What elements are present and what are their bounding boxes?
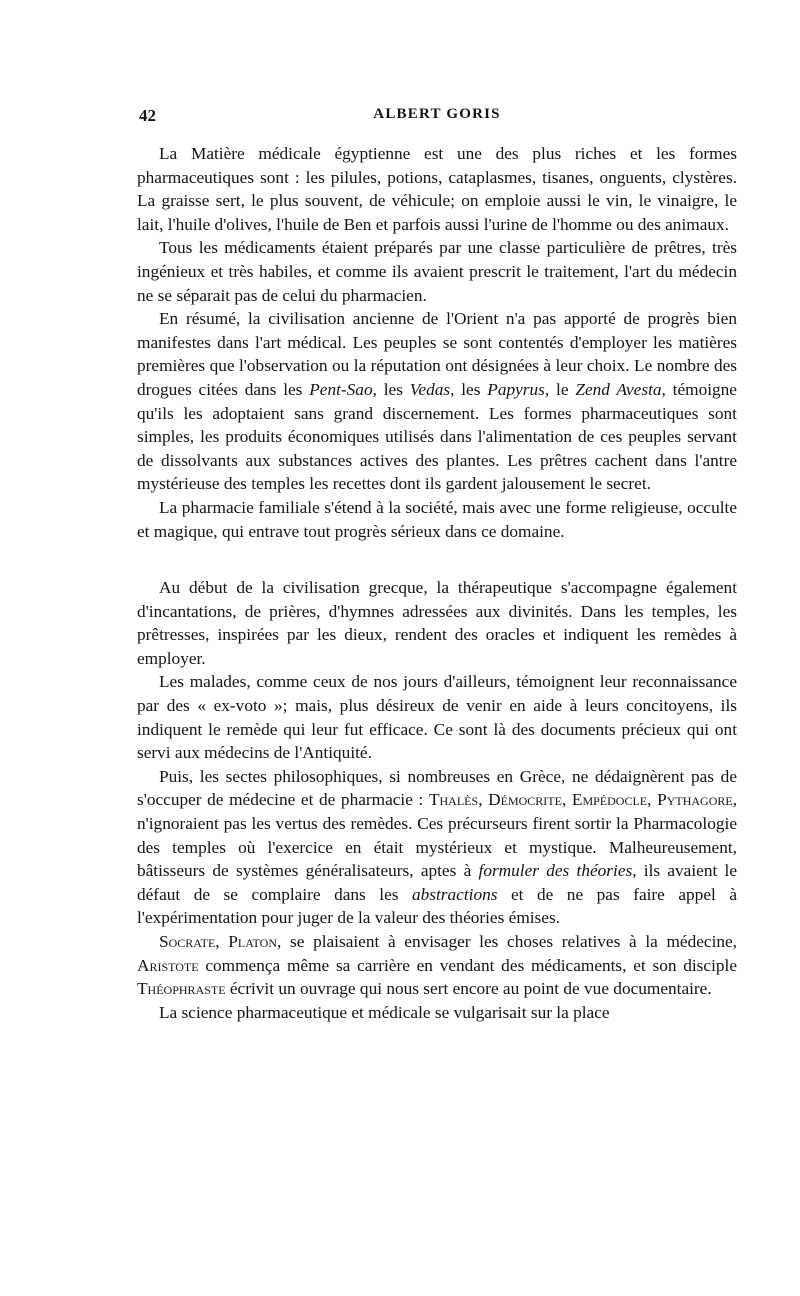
text-run: et de ne pas faire appel à l'expérimentation pour juger de la valeur des théories émises.: [137, 884, 737, 928]
name-democrite: Démocrite: [488, 790, 562, 810]
italic-term-pent-sao: Pent-Sao: [309, 379, 373, 399]
section-break: [137, 543, 737, 576]
name-theophraste: Théophraste: [137, 979, 226, 999]
name-platon: Platon: [228, 932, 278, 951]
paragraph-vulgarisation: La science pharmaceutique et médicale se vulgarisait sur la place: [159, 1002, 610, 1022]
text-run: En résumé, la civilisation ancienne de l'Orient n'a pas apporté de progrès bien manifestes dans l'art médical. Les peuples se sont contentés d'employer les matières premières que l'observation ou la réputation ont désignées à leur choix. Le nombre des drogues citées dans les: [137, 309, 737, 399]
page-header: [137, 106, 737, 130]
text-run: , n'ignoraient pas les vertus des remèdes. Ces précurseurs firent sortir la Pharmacologie des temples où l'exercice en était mystérieux et mystique. Malheureusement, bâtisseurs de systèmes généralisateurs, aptes à: [137, 790, 738, 881]
text-run: ,: [647, 790, 658, 810]
italic-term-papyrus: Papyrus: [487, 379, 545, 399]
text-run: , témoigne qu'ils les adoptaient sans grand discernement. Les formes pharmaceutiques sont simples, les produits économiques utilisés dans l'alimentation de ces peuples servant de dissolvants aux substances actives des plantes. Les prêtres cachent dans l'antre mystérieuse des temples les recettes dont ils gardent jalousement le secret.: [137, 379, 737, 494]
paragraph-priests: Tous les médicaments étaient préparés par une classe particulière de prêtres, très ingénieux et très habiles, et comme ils avaient prescrit le traitement, l'art du médecin ne se séparait pas de celui du pharmacien.: [137, 238, 737, 305]
paragraph-ex-voto: Les malades, comme ceux de nos jours d'ailleurs, témoignent leur reconnaissance par des « ex-voto »; mais, plus désireux de venir en aide à leurs concitoyens, ils indiquent le remède qui leur fut efficace. Ce sont là des documents précieux qui ont servi aux médecins de l'Antiquité.: [137, 672, 737, 763]
text-run: , le: [544, 379, 576, 399]
paragraph-philosophical-sects: [137, 765, 737, 930]
text-run: commença même sa carrière en vendant des médicaments, et son disciple: [198, 955, 737, 975]
name-aristote: Aristote: [137, 955, 199, 975]
name-pythagore: Pythagore: [657, 790, 733, 810]
name-empedocle: Empédocle: [571, 790, 648, 810]
paragraph-summary: [137, 307, 737, 496]
text-run: ,: [215, 932, 229, 951]
italic-term-zend-avesta: Zend Avesta: [575, 379, 662, 399]
text-run: écrivit un ouvrage qui nous sert encore au point de vue documentaire.: [225, 979, 712, 999]
paragraph-family-pharmacy: La pharmacie familiale s'étend à la société, mais avec une forme religieuse, occulte et magique, qui entrave tout progrès sérieux dans ce domaine.: [137, 497, 737, 541]
paragraph-greek-civilisation: Au début de la civilisation grecque, la thérapeutique s'accompagne également d'incantations, de prières, d'hymnes adressées aux divinités. Dans les temples, les prêtresses, inspirées par les dieux, rendent des oracles et indiquent les remèdes à employer.: [137, 578, 737, 668]
text-run: , les: [450, 379, 488, 399]
body-text: [137, 142, 737, 1024]
italic-phrase-formuler: formuler des théories: [478, 861, 633, 881]
name-thales: Thalès: [428, 790, 479, 810]
text-run: ,: [561, 790, 572, 810]
name-socrate: Socrate: [159, 932, 216, 951]
text-run: ,: [478, 790, 489, 810]
text-run: , ils avaient le défaut de se complaire dans les: [137, 861, 737, 904]
paragraph-materia-medica: La Matière médicale égyptienne est une des plus riches et les formes pharmaceutiques sont : les pilules, potions, cataplasmes, tisanes, onguents, clystères. La graisse sert, le plus souvent, de véhicule; on emploie aussi le vin, le vinaigre, le lait, l'huile d'olives, l'huile de Ben et parfois aussi l'urine de l'homme ou des animaux.: [137, 144, 737, 234]
page-number: 42: [139, 106, 156, 125]
running-title: ALBERT GORIS: [373, 106, 501, 122]
paragraph-socrate-platon: [137, 930, 737, 1001]
text-run: , les: [372, 379, 410, 399]
text-run: , se plaisaient à envisager les choses relatives à la médecine,: [277, 932, 738, 951]
text-run: Puis, les sectes philosophiques, si nombreuses en Grèce, ne dédaignèrent pas de s'occuper de médecine et de pharmacie :: [137, 766, 737, 810]
italic-word-abstractions: abstractions: [412, 884, 498, 904]
italic-term-vedas: Vedas: [409, 379, 451, 399]
